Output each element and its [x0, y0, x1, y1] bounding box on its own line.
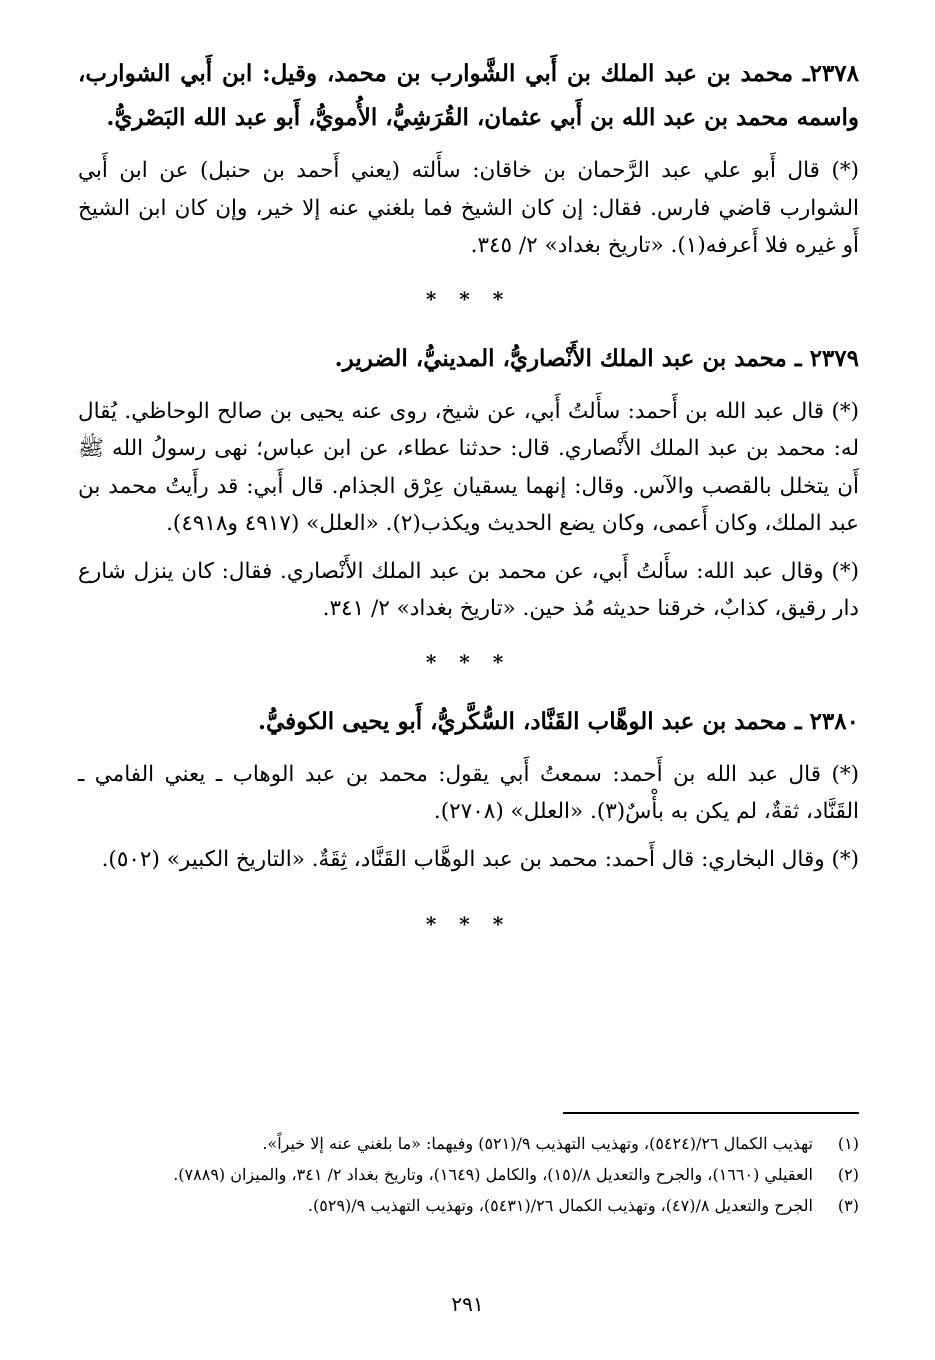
footnote-number: (٣) [837, 1196, 859, 1215]
footnotes [78, 1128, 859, 1221]
entry-paragraph: (*) قال عبد الله بن أَحمد: سأَلتُ أَبي، عن شيخ، روى عنه يحيى بن صالح الوحاظي. يُقال له: محمد بن عبد الملك الأَنْصاري. قال: حدثنا عطاء، عن ابن عباس؛ نهى رسولُ الله ﷺ أَن يتخلل بالقصب والآس. وقال: إنهما يسقيان عِرْق الجذام. قال أَبي: قد رأَيتُ محمد بن عبد الملك، وكان أَعمى، وكان يضع الحديث ويكذب(٢). «العلل» (٤٩١٧ و٤٩١٨). [78, 398, 859, 536]
section-separator: * * * [425, 649, 512, 674]
footnote-divider [563, 1112, 859, 1114]
footnote [78, 1159, 859, 1190]
footnote-text: الجرح والتعديل ٨/(٤٧)، وتهذيب الكمال ٢٦/(٥٤٣١)، وتهذيب التهذيب ٩/(٥٢٩). [307, 1196, 813, 1215]
footnote-text: تهذيب الكمال ٢٦/(٥٤٢٤)، وتهذيب التهذيب ٩/(٥٢١) وفيهما: «ما بلغني عنه إلا خيراً». [262, 1134, 813, 1153]
section-separator: * * * [425, 286, 512, 311]
entry-2380 [78, 700, 859, 879]
footnote [78, 1190, 859, 1221]
footnote-text: العقيلي (١٦٦٠)، والجرح والتعديل ٨/(١٥)، والكامل (١٦٤٩)، وتاريخ بغداد ٢/ ٣٤١، والميزان (٧٨٨٩). [173, 1165, 813, 1184]
page-number: ٢٩١ [451, 1292, 484, 1316]
entry-heading: ٢٣٧٨ـ محمد بن عبد الملك بن أَبي الشَّوارب بن محمد، وقيل: ابن أَبي الشوارب، واسمه محمد بن عبد الله بن أَبي عثمان، القُرَشِيُّ، الأُمويُّ، أَبو عبد الله البَصْريُّ. [78, 60, 859, 131]
entry-paragraph: (*) وقال البخاري: قال أَحمد: محمد بن عبد الوهَّاب القَنَّاد، ثِقَةٌ. «التاريخ الكبير» (٥٠٢). [101, 846, 859, 872]
entry-heading: ٢٣٨٠ ـ محمد بن عبد الوهَّاب القَنَّاد، السُّكَّريُّ، أَبو يحيى الكوفيُّ. [257, 707, 859, 735]
entry-2378 [78, 52, 859, 265]
entry-2379 [78, 337, 859, 628]
entry-heading: ٢٣٧٩ ـ محمد بن عبد الملك الأَنْصاريُّ، المدينيُّ، الضرير. [334, 344, 859, 372]
section-separator: * * * [425, 912, 512, 936]
footnote-number: (١) [837, 1134, 859, 1153]
entry-paragraph: (*) وقال عبد الله: سأَلتُ أَبي، عن محمد بن عبد الملك الأَنْصاري. فقال: كان ينزل شارع دار رقيق، كذابٌ، خرقنا حديثه مُذ حين. «تاريخ بغداد» ٢/ ٣٤١. [78, 558, 859, 621]
entries [78, 52, 859, 962]
entry-paragraph: (*) قال أَبو علي عبد الرَّحمان بن خاقان: سأَلته (يعني أَحمد بن حنبل) عن ابن أَبي الشوارب قاضي فارس. فقال: إن كان الشيخ فما بلغني عنه إلا خير، وإن كان ابن الشيخ أَو غيره فلا أَعرفه(١). «تاريخ بغداد» ٢/ ٣٤٥. [78, 158, 859, 258]
footnote [78, 1128, 859, 1159]
footnote-number: (٢) [837, 1165, 859, 1184]
entry-paragraph: (*) قال عبد الله بن أَحمد: سمعتُ أَبي يقول: محمد بن عبد الوهاب ـ يعني الفامي ـ القَنَّاد، ثقةٌ، لم يكن به بأْسٌ(٣). «العلل» (٢٧٠٨). [78, 761, 859, 824]
